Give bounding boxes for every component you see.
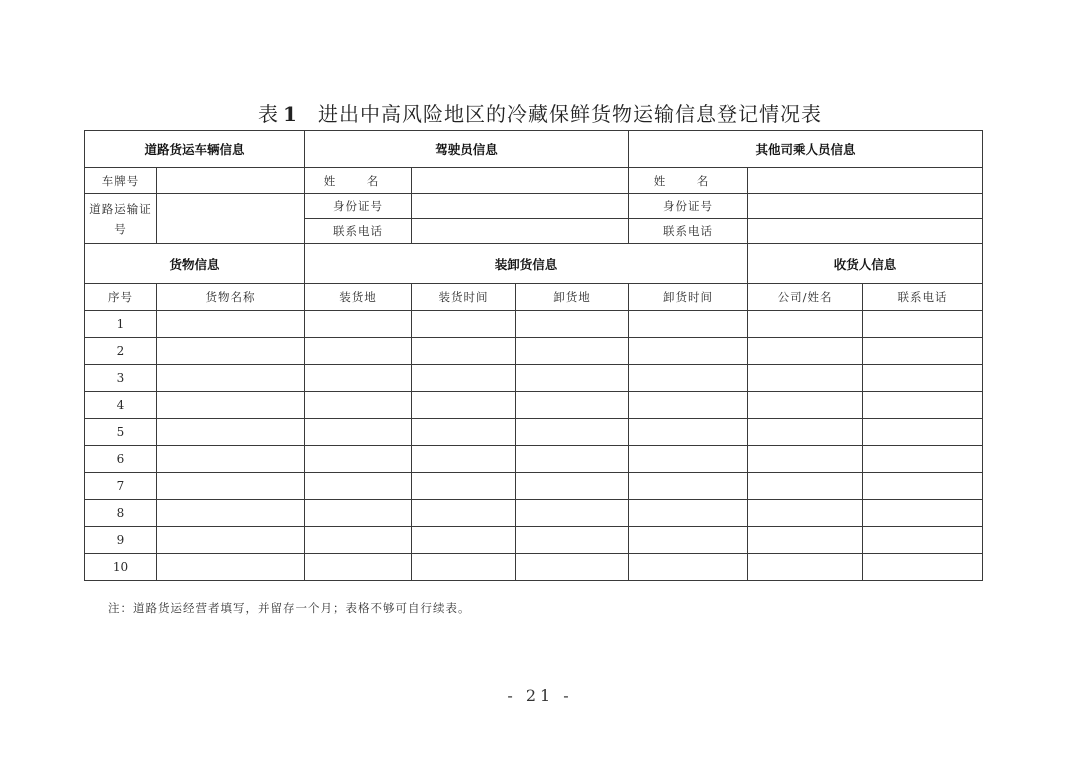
driver-info-header: 驾驶员信息 [305,131,629,168]
unload-place-cell[interactable] [516,338,629,365]
unload-place-cell[interactable] [516,311,629,338]
info-row-1 [85,168,983,194]
phone-cell[interactable] [863,473,983,500]
row-index: 7 [85,473,157,500]
phone-cell[interactable] [863,392,983,419]
table-title-text: 进出中高风险地区的冷藏保鲜货物运输信息登记情况表 [317,102,822,126]
table-row [85,419,983,446]
table-row [85,473,983,500]
unload-time-cell[interactable] [629,311,748,338]
col-load-time-header: 装货时间 [412,284,516,311]
load-place-cell[interactable] [305,311,412,338]
goods-name-cell[interactable] [157,365,305,392]
col-index-header: 序号 [85,284,157,311]
load-time-cell[interactable] [412,527,516,554]
phone-cell[interactable] [863,365,983,392]
row-index: 2 [85,338,157,365]
phone-cell[interactable] [863,527,983,554]
company-name-cell[interactable] [748,365,863,392]
load-time-cell[interactable] [412,392,516,419]
load-place-cell[interactable] [305,473,412,500]
load-place-cell[interactable] [305,365,412,392]
company-name-cell[interactable] [748,554,863,581]
goods-name-cell[interactable] [157,419,305,446]
row-index: 1 [85,311,157,338]
other-id-cell[interactable] [748,194,983,219]
unload-time-cell[interactable] [629,554,748,581]
col-company-name-header: 公司/姓名 [748,284,863,311]
load-place-cell[interactable] [305,419,412,446]
unload-place-cell[interactable] [516,446,629,473]
col-load-place-header: 装货地 [305,284,412,311]
unload-time-cell[interactable] [629,473,748,500]
unload-place-cell[interactable] [516,473,629,500]
unload-time-cell[interactable] [629,392,748,419]
load-time-cell[interactable] [412,500,516,527]
table-row [85,392,983,419]
phone-cell[interactable] [863,446,983,473]
transport-permit-cell[interactable] [157,194,305,244]
table-row [85,500,983,527]
goods-section-header-row [85,244,983,284]
unload-place-cell[interactable] [516,554,629,581]
table-footnote: 注：道路货运经营者填写，并留存一个月；表格不够可自行续表。 [108,601,471,615]
company-name-cell[interactable] [748,500,863,527]
unload-place-cell[interactable] [516,365,629,392]
table-row [85,311,983,338]
vehicle-info-header: 道路货运车辆信息 [85,131,305,168]
table-row [85,554,983,581]
loading-info-header: 装卸货信息 [305,244,748,284]
company-name-cell[interactable] [748,311,863,338]
table-title [0,98,1080,127]
load-place-cell[interactable] [305,338,412,365]
table-title-prefix: 表 [258,102,280,126]
unload-time-cell[interactable] [629,500,748,527]
load-time-cell[interactable] [412,473,516,500]
col-unload-time-header: 卸货时间 [629,284,748,311]
unload-place-cell[interactable] [516,419,629,446]
goods-name-cell[interactable] [157,473,305,500]
goods-name-cell[interactable] [157,500,305,527]
load-time-cell[interactable] [412,338,516,365]
load-time-cell[interactable] [412,311,516,338]
load-place-cell[interactable] [305,500,412,527]
goods-name-cell[interactable] [157,527,305,554]
phone-cell[interactable] [863,311,983,338]
unload-time-cell[interactable] [629,419,748,446]
driver-id-label: 身份证号 [305,194,412,219]
unload-time-cell[interactable] [629,365,748,392]
table-row [85,365,983,392]
plate-number-cell[interactable] [157,168,305,194]
load-time-cell[interactable] [412,419,516,446]
consignee-info-header: 收货人信息 [748,244,983,284]
phone-cell[interactable] [863,500,983,527]
row-index: 6 [85,446,157,473]
phone-cell[interactable] [863,554,983,581]
goods-name-cell[interactable] [157,311,305,338]
load-place-cell[interactable] [305,554,412,581]
row-index: 3 [85,365,157,392]
goods-info-header: 货物信息 [85,244,305,284]
row-index: 4 [85,392,157,419]
other-staff-info-header: 其他司乘人员信息 [629,131,983,168]
page-number: - 21 - [507,686,573,705]
driver-phone-cell[interactable] [412,219,629,244]
driver-name-label: 姓 名 [305,168,412,194]
unload-place-cell[interactable] [516,527,629,554]
driver-phone-label: 联系电话 [305,219,412,244]
unload-time-cell[interactable] [629,338,748,365]
company-name-cell[interactable] [748,446,863,473]
transport-permit-label: 道路运输证号 [85,194,157,244]
company-name-cell[interactable] [748,338,863,365]
table-title-number: 1 [283,102,298,126]
other-name-cell[interactable] [748,168,983,194]
goods-name-cell[interactable] [157,554,305,581]
load-time-cell[interactable] [412,446,516,473]
row-index: 5 [85,419,157,446]
table-row [85,527,983,554]
company-name-cell[interactable] [748,473,863,500]
other-name-label: 姓 名 [629,168,748,194]
col-unload-place-header: 卸货地 [516,284,629,311]
company-name-cell[interactable] [748,419,863,446]
unload-time-cell[interactable] [629,446,748,473]
table-row [85,338,983,365]
phone-cell[interactable] [863,338,983,365]
unload-time-cell[interactable] [629,527,748,554]
table-row [85,446,983,473]
goods-name-cell[interactable] [157,446,305,473]
load-place-cell[interactable] [305,527,412,554]
phone-cell[interactable] [863,419,983,446]
other-phone-cell[interactable] [748,219,983,244]
registration-table [84,130,983,581]
other-id-label: 身份证号 [629,194,748,219]
col-phone-header: 联系电话 [863,284,983,311]
goods-column-header-row [85,284,983,311]
info-row-2 [85,194,983,219]
plate-number-label: 车牌号 [85,168,157,194]
other-phone-label: 联系电话 [629,219,748,244]
load-time-cell[interactable] [412,365,516,392]
goods-name-cell[interactable] [157,392,305,419]
goods-name-cell[interactable] [157,338,305,365]
load-time-cell[interactable] [412,554,516,581]
load-place-cell[interactable] [305,392,412,419]
driver-id-cell[interactable] [412,194,629,219]
company-name-cell[interactable] [748,527,863,554]
company-name-cell[interactable] [748,392,863,419]
unload-place-cell[interactable] [516,500,629,527]
load-place-cell[interactable] [305,446,412,473]
driver-name-cell[interactable] [412,168,629,194]
row-index: 9 [85,527,157,554]
row-index: 8 [85,500,157,527]
col-goods-name-header: 货物名称 [157,284,305,311]
row-index: 10 [85,554,157,581]
section-header-row [85,131,983,168]
unload-place-cell[interactable] [516,392,629,419]
